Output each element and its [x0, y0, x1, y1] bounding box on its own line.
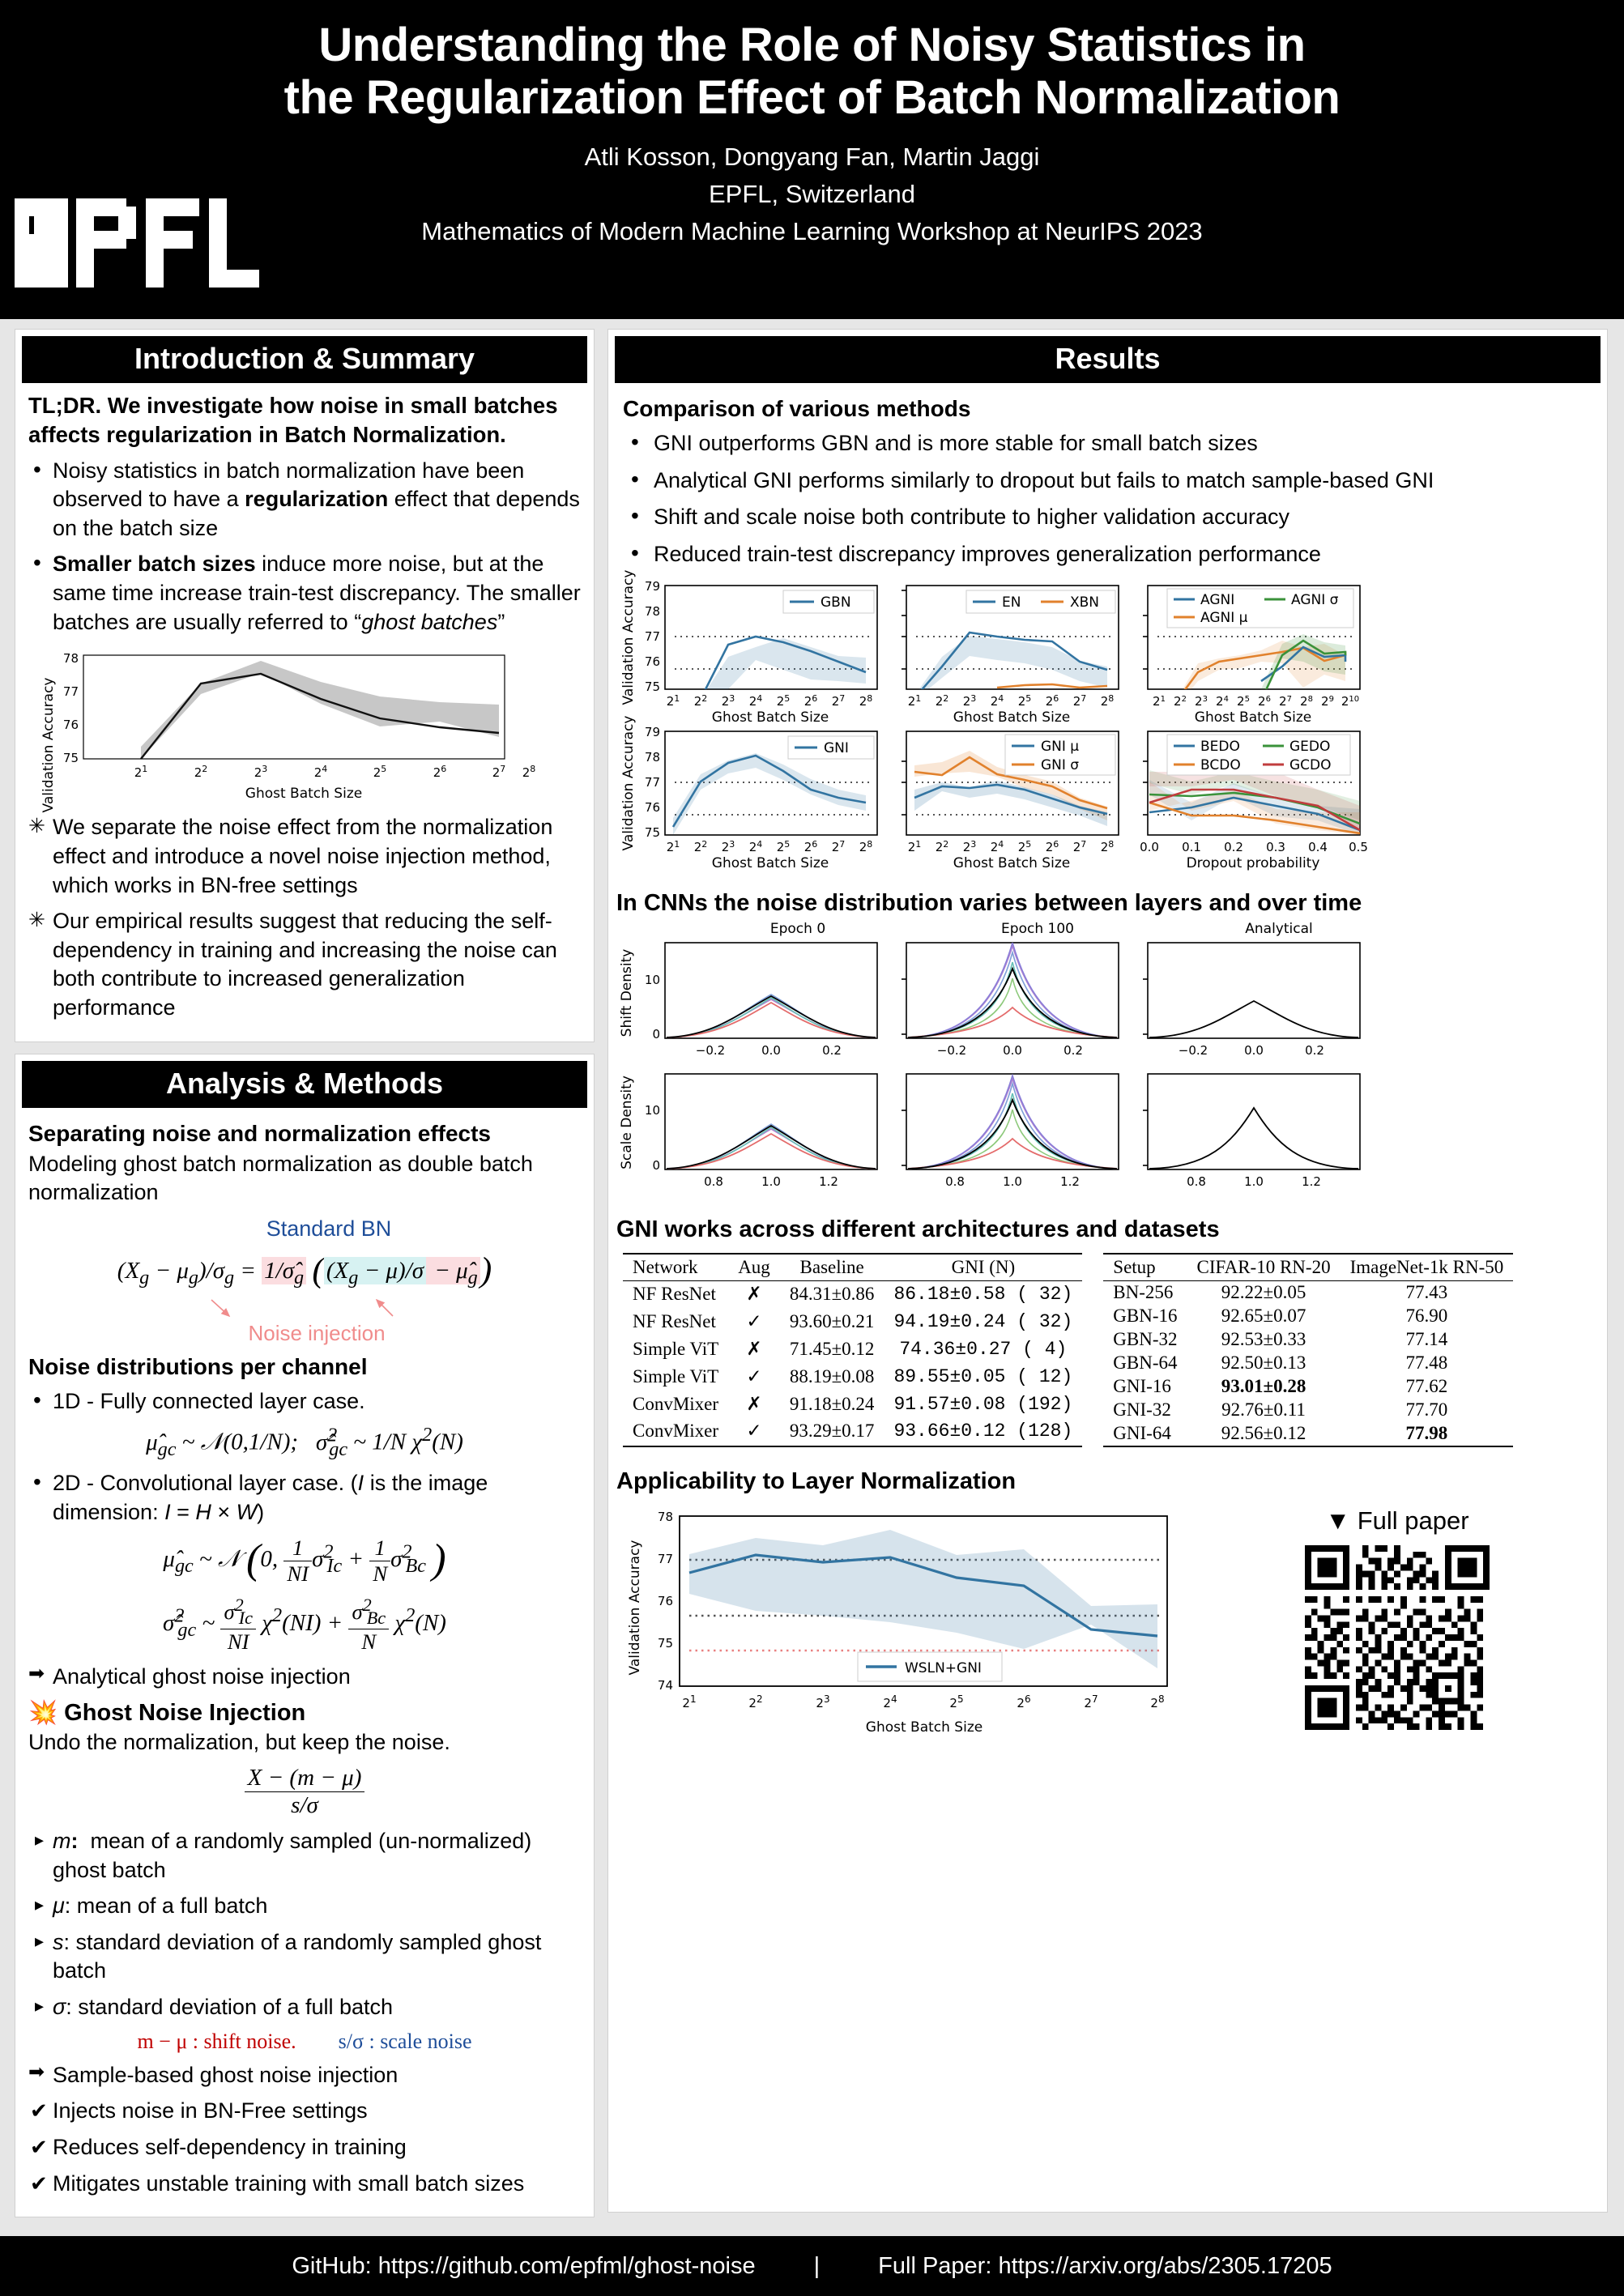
- list-item: ▸ s: standard deviation of a randomly sampled ghost batch: [28, 1928, 581, 1986]
- svg-text:27: $2^7$: [492, 764, 506, 781]
- col-header: CIFAR-10 RN-20: [1187, 1254, 1341, 1281]
- col-header: ImageNet-1k RN-50: [1341, 1254, 1514, 1281]
- poster-body: [0, 319, 1624, 2222]
- noise-injection-arrows: [28, 1298, 563, 1321]
- layernorm-row: [616, 1498, 1607, 1741]
- analysis-sub1: Separating noise and normalization effects: [28, 1120, 492, 1146]
- svg-text:23: $2^3$: [816, 1693, 830, 1710]
- svg-text:26: $2^6$: [803, 692, 818, 709]
- svg-text:76: 76: [644, 654, 660, 669]
- qr-code[interactable]: [1305, 1545, 1490, 1730]
- svg-text:10: 10: [644, 1102, 660, 1118]
- panel-title-epoch0: Epoch 0: [769, 920, 826, 937]
- analytical-arrow-item: [28, 1663, 581, 1692]
- svg-text:78: 78: [657, 1509, 673, 1524]
- svg-text:1.0: 1.0: [761, 1174, 781, 1189]
- svg-text:78: 78: [644, 603, 660, 619]
- formula-1d: $\mû_{gc}$ ~ 𝒩(0,1/N); σ̂$^2_{gc}$ ~ 1/N $\chi^2(N)$: [146, 1424, 463, 1460]
- gni-sub: Undo the normalization, but keep the noise.: [28, 1729, 450, 1754]
- svg-text:0.4: 0.4: [1308, 839, 1328, 854]
- table-row: GBN-16 92.65±0.07 76.90: [1113, 1306, 1448, 1326]
- introduction-heading: Introduction & Summary: [22, 336, 587, 383]
- svg-text:28: $2^8$: [1100, 838, 1115, 854]
- svg-text:21: $2^1$: [682, 1693, 697, 1710]
- svg-text:Validation Accuracy: Validation Accuracy: [620, 715, 637, 850]
- svg-text:Shift Density: Shift Density: [619, 948, 635, 1037]
- noise-density-chart-grid: [616, 920, 1580, 1195]
- intro-validation-accuracy-chart: [28, 644, 563, 813]
- list-item: ✳ We separate the noise effect from the normalization effect and introduce a novel noise injection method, which works in BN-free settings: [28, 813, 581, 900]
- svg-text:75: 75: [644, 824, 660, 840]
- svg-text:24: $2^4$: [990, 692, 1004, 709]
- svg-text:Ghost Batch Size: Ghost Batch Size: [1194, 709, 1312, 726]
- svg-text:27: $2^7$: [1084, 1693, 1098, 1710]
- svg-text:25: $2^5$: [1017, 838, 1032, 854]
- svg-text:23: $2^3$: [962, 692, 977, 709]
- table-row: GBN-32 92.53±0.33 77.14: [1113, 1329, 1448, 1349]
- analysis-card: [15, 1054, 595, 2218]
- svg-text:Dropout probability: Dropout probability: [1186, 854, 1320, 871]
- panel-title-analytical: Analytical: [1245, 920, 1313, 937]
- dropout-panel: [1140, 731, 1368, 854]
- svg-text:BCDO: BCDO: [1200, 756, 1241, 773]
- svg-text:24: $2^4$: [313, 764, 328, 781]
- table-row: NF ResNet ✓ 93.60±0.21 94.19±0.24 ( 32): [633, 1311, 1073, 1333]
- svg-text:78: 78: [644, 749, 660, 765]
- intro-bullet-list: [28, 457, 581, 637]
- svg-text:28: $2^8$: [859, 692, 873, 709]
- svg-text:Ghost Batch Size: Ghost Batch Size: [711, 709, 829, 726]
- list-item: • Smaller batch sizes induce more noise, but at the same time increase train-test discrepancy. The smaller batches are usually referred to “ghost batches”: [28, 550, 581, 637]
- svg-text:22: $2^2$: [748, 1693, 763, 1710]
- definitions-list: [28, 1827, 581, 2022]
- list-item: • Shift and scale noise both contribute to higher validation accuracy: [626, 503, 1607, 532]
- intro-star-list: [28, 813, 581, 1022]
- list-item: ▸ μ: mean of a full batch: [28, 1892, 581, 1921]
- svg-text:21: $2^1$: [907, 838, 922, 854]
- venue: Mathematics of Modern Machine Learning Workshop at NeurIPS 2023: [421, 216, 1203, 245]
- layernorm-section-heading: Applicability to Layer Normalization: [616, 1467, 1017, 1494]
- svg-text:75: 75: [62, 751, 79, 766]
- svg-text:Validation Accuracy: Validation Accuracy: [40, 677, 57, 813]
- svg-text:26: $2^6$: [433, 764, 447, 781]
- list-item: • 1D - Fully connected layer case.: [28, 1387, 581, 1416]
- col-header: Network: [623, 1254, 728, 1281]
- svg-text:0.0: 0.0: [761, 1042, 781, 1058]
- list-item: ▸ m: mean of a randomly sampled (un-normalized) ghost batch: [28, 1827, 581, 1885]
- svg-text:AGNI σ: AGNI σ: [1291, 591, 1339, 608]
- svg-text:76: 76: [62, 718, 79, 733]
- svg-text:0.3: 0.3: [1266, 839, 1285, 854]
- svg-text:24: $2^4$: [1216, 693, 1229, 709]
- col-header: Setup: [1103, 1254, 1187, 1281]
- table-row: ConvMixer ✓ 93.29±0.17 93.66±0.12 (128): [623, 1417, 1082, 1446]
- svg-text:GNI: GNI: [824, 739, 849, 756]
- svg-text:79: 79: [644, 578, 660, 594]
- svg-text:Ghost Batch Size: Ghost Batch Size: [953, 854, 1071, 871]
- svg-text:EN: EN: [1002, 594, 1021, 611]
- svg-text:28: $2^8$: [1300, 693, 1313, 709]
- table-row: BN-256 92.22±0.05 77.43: [1113, 1282, 1448, 1302]
- svg-text:Ghost Batch Size: Ghost Batch Size: [865, 1719, 983, 1736]
- svg-text:Validation Accuracy: Validation Accuracy: [620, 569, 637, 705]
- tldr-text: TL;DR. We investigate how noise in small batches affects regularization in Batch Normalization.: [28, 393, 558, 447]
- svg-text:BEDO: BEDO: [1200, 738, 1240, 755]
- noise-injection-label: Noise injection: [248, 1320, 386, 1345]
- affiliation: EPFL, Switzerland: [709, 179, 915, 208]
- noise-distribution-list-2d: [28, 1469, 581, 1527]
- svg-text:76: 76: [644, 799, 660, 815]
- list-item: ▸ σ: standard deviation of a full batch: [28, 1993, 581, 2022]
- svg-text:1.0: 1.0: [1244, 1174, 1264, 1189]
- svg-text:23: $2^3$: [721, 692, 735, 709]
- svg-text:0.0: 0.0: [1003, 1042, 1022, 1058]
- poster-header: [0, 0, 1624, 319]
- left-column: [15, 329, 595, 2213]
- svg-text:22: $2^2$: [935, 838, 949, 854]
- svg-text:21: $2^1$: [907, 692, 922, 709]
- svg-text:28: $2^8$: [1100, 692, 1115, 709]
- svg-text:77: 77: [644, 774, 660, 790]
- svg-text:0.2: 0.2: [1305, 1042, 1324, 1058]
- table-row: ConvMixer ✗ 91.18±0.24 91.57±0.08 (192): [633, 1393, 1073, 1415]
- table-row: GNI-32 92.76±0.11 77.70: [1113, 1399, 1448, 1420]
- svg-text:24: $2^4$: [883, 1693, 897, 1710]
- checks-list: [28, 2097, 581, 2198]
- svg-text:21: $2^1$: [1153, 693, 1166, 709]
- shift-scale-noise-labels: [28, 2030, 581, 2054]
- list-item: ✔ Reduces self-dependency in training: [28, 2133, 581, 2162]
- svg-text:29: $2^9$: [1321, 693, 1334, 709]
- svg-text:26: $2^6$: [1017, 1693, 1031, 1710]
- svg-text:0.8: 0.8: [945, 1174, 965, 1189]
- formula-2d-mu: $\mû_{gc}$ ~ 𝒩 (0, $\frac{1}{NI}$ $\sigma^2_{Ic}$ + $\frac{1}{N}$ $\sigma^2_{Bc}$ ): [163, 1535, 446, 1586]
- svg-text:0.2: 0.2: [1224, 839, 1243, 854]
- svg-text:1.2: 1.2: [1302, 1174, 1321, 1189]
- architectures-table: [623, 1253, 1082, 1447]
- list-item: • 2D - Convolutional layer case. (I is the image dimension: I = H × W): [28, 1469, 581, 1527]
- method-comparison-chart-grid: [616, 569, 1580, 871]
- svg-text:0.8: 0.8: [704, 1174, 723, 1189]
- shift-noise-label: m − μ : shift noise.: [137, 2029, 296, 2053]
- svg-text:0.1: 0.1: [1182, 839, 1201, 854]
- svg-text:27: $2^7$: [1279, 693, 1292, 709]
- list-item: ✔ Injects noise in BN-Free settings: [28, 2097, 581, 2126]
- gni-mu-sigma-legend: [1005, 735, 1115, 775]
- gbn-panel: [620, 569, 877, 725]
- footer-divider: |: [813, 2252, 821, 2279]
- svg-text:25: $2^5$: [1237, 693, 1250, 709]
- svg-text:Validation Accuracy: Validation Accuracy: [627, 1540, 643, 1675]
- svg-text:0: 0: [652, 1026, 660, 1042]
- wsln-gni-chart: [616, 1498, 1289, 1741]
- svg-text:−0.2: −0.2: [936, 1042, 967, 1058]
- svg-text:−0.2: −0.2: [1178, 1042, 1208, 1058]
- list-item: • Analytical GNI performs similarly to dropout but fails to match sample-based GNI: [626, 466, 1607, 496]
- agni-panel: [1143, 586, 1360, 726]
- gbn-legend: [783, 590, 874, 613]
- standard-bn-label: Standard BN: [266, 1216, 392, 1241]
- table-row: GNI-64 92.56±0.12 77.98: [1103, 1422, 1513, 1446]
- gni-panel: [620, 715, 877, 854]
- svg-text:24: $2^4$: [748, 838, 763, 854]
- svg-text:0.8: 0.8: [1187, 1174, 1206, 1189]
- formula-2d-sigma: σ̂$^2_{gc}$ ~ $\frac{\sigma^2_{Ic}}{NI}$ $\chi^2(NI)$ + $\frac{\sigma^2_{Bc}}{N}$ $\chi^2(N)$: [163, 1594, 446, 1655]
- svg-text:GBN: GBN: [821, 594, 851, 611]
- svg-text:1.0: 1.0: [1003, 1174, 1022, 1189]
- svg-text:21: $2^1$: [666, 838, 680, 854]
- svg-text:1.2: 1.2: [1060, 1174, 1080, 1189]
- full-paper-qr-block[interactable]: [1305, 1506, 1490, 1730]
- authors: Atli Kosson, Dongyang Fan, Martin Jaggi: [584, 142, 1040, 171]
- svg-text:75: 75: [657, 1635, 673, 1651]
- col-header: Aug: [728, 1254, 780, 1281]
- results-sub-comparison: Comparison of various methods: [623, 396, 971, 421]
- sample-based-arrow-item: [28, 2061, 581, 2090]
- list-item: ➡ Sample-based ghost noise injection: [28, 2061, 581, 2090]
- svg-text:GNI μ: GNI μ: [1041, 738, 1080, 755]
- svg-text:GEDO: GEDO: [1289, 738, 1331, 755]
- col-header: GNI (N): [884, 1254, 1082, 1281]
- results-bullet-list: [626, 429, 1607, 569]
- analysis-sub2: Noise distributions per channel: [28, 1353, 368, 1379]
- svg-text:22: $2^2$: [693, 692, 708, 709]
- noise-distribution-list: [28, 1387, 581, 1416]
- svg-text:0.2: 0.2: [1063, 1042, 1083, 1058]
- svg-text:77: 77: [644, 628, 660, 644]
- svg-text:Ghost Batch Size: Ghost Batch Size: [245, 786, 363, 803]
- page-title: [0, 0, 1624, 125]
- ghost-noise-injection-heading: 💥 Ghost Noise Injection: [28, 1699, 306, 1726]
- svg-text:77: 77: [657, 1551, 673, 1566]
- svg-text:26: $2^6$: [1258, 693, 1271, 709]
- svg-text:Ghost Batch Size: Ghost Batch Size: [711, 854, 829, 871]
- list-item: ✳ Our empirical results suggest that reducing the self-dependency in training and increasing the noise can both contribute to increased generalization performance: [28, 907, 581, 1023]
- svg-text:26: $2^6$: [1045, 838, 1059, 854]
- svg-text:0.0: 0.0: [1140, 839, 1159, 854]
- title-line-2: the Regularization Effect of Batch Normalization: [283, 70, 1341, 124]
- en-xbn-panel: [902, 586, 1119, 726]
- svg-text:XBN: XBN: [1070, 594, 1100, 611]
- svg-text:25: $2^5$: [776, 838, 791, 854]
- svg-text:22: $2^2$: [935, 692, 949, 709]
- svg-text:23: $2^3$: [962, 838, 977, 854]
- github-link[interactable]: GitHub: https://github.com/epfml/ghost-noise: [292, 2252, 756, 2279]
- svg-text:Scale Density: Scale Density: [619, 1075, 635, 1169]
- svg-text:26: $2^6$: [803, 838, 818, 854]
- svg-text:74: 74: [657, 1677, 673, 1693]
- svg-text:0: 0: [652, 1157, 660, 1173]
- paper-link[interactable]: Full Paper: https://arxiv.org/abs/2305.17205: [878, 2252, 1332, 2279]
- analysis-heading: Analysis & Methods: [22, 1061, 587, 1108]
- svg-text:75: 75: [644, 679, 660, 694]
- svg-text:24: $2^4$: [990, 838, 1004, 854]
- svg-text:GCDO: GCDO: [1289, 756, 1332, 773]
- svg-text:27: $2^7$: [1072, 838, 1087, 854]
- gni-mu-sigma-panel: [902, 731, 1119, 854]
- results-heading: Results: [615, 336, 1601, 383]
- svg-text:0.0: 0.0: [1244, 1042, 1264, 1058]
- title-line-1: Understanding the Role of Noisy Statistics in: [318, 19, 1306, 71]
- introduction-card: [15, 329, 595, 1042]
- double-bn-formula: $(X_g - \mu_g)/\sigma_g$ = $1/\sigmâ_g$ ( $(X_g - \mu)/\sigma$ − $\mû_g$): [117, 1250, 492, 1289]
- svg-text:22: $2^2$: [1174, 693, 1187, 709]
- svg-text:1.2: 1.2: [819, 1174, 838, 1189]
- svg-text:Ghost Batch Size: Ghost Batch Size: [953, 709, 1071, 726]
- svg-text:77: 77: [62, 684, 79, 700]
- svg-text:28: $2^8$: [1150, 1693, 1165, 1710]
- svg-text:27: $2^7$: [831, 838, 846, 854]
- panel-title-epoch100: Epoch 100: [1001, 920, 1074, 937]
- svg-text:21: $2^1$: [666, 692, 680, 709]
- list-item: • Noisy statistics in batch normalization have been observed to have a regularization effect that depends on the batch size: [28, 457, 581, 543]
- svg-text:27: $2^7$: [1072, 692, 1087, 709]
- svg-text:WSLN+GNI: WSLN+GNI: [905, 1659, 982, 1676]
- table-row: GNI-16 93.01±0.28 77.62: [1113, 1376, 1448, 1396]
- svg-text:−0.2: −0.2: [695, 1042, 726, 1058]
- svg-text:79: 79: [644, 724, 660, 739]
- svg-text:23: $2^3$: [1195, 693, 1208, 709]
- svg-text:22: $2^2$: [693, 838, 708, 854]
- svg-text:25: $2^5$: [1017, 692, 1032, 709]
- svg-text:210: $2^{10}$: [1341, 693, 1360, 709]
- svg-text:76: 76: [657, 1593, 673, 1608]
- list-item: ➡ Analytical ghost noise injection: [28, 1663, 581, 1692]
- poster-footer: [0, 2236, 1624, 2296]
- svg-text:78: 78: [62, 651, 79, 667]
- col-header: Baseline: [780, 1254, 884, 1281]
- dropout-legend: [1167, 735, 1350, 775]
- epfl-logo: [15, 198, 294, 288]
- triangle-down-icon: ▼: [1325, 1506, 1351, 1535]
- svg-text:GNI σ: GNI σ: [1041, 756, 1080, 773]
- svg-text:25: $2^5$: [949, 1693, 964, 1710]
- svg-text:25: $2^5$: [373, 764, 387, 781]
- architectures-section-heading: GNI works across different architectures and datasets: [616, 1216, 1220, 1242]
- svg-text:0.5: 0.5: [1349, 839, 1368, 854]
- full-paper-label: ▼ Full paper: [1325, 1506, 1469, 1535]
- cnn-section-heading: In CNNs the noise distribution varies between layers and over time: [616, 889, 1362, 916]
- svg-text:10: 10: [644, 972, 660, 987]
- svg-text:28: $2^8$: [522, 764, 536, 781]
- table-row: Simple ViT ✓ 88.19±0.08 89.55±0.05 ( 12): [633, 1365, 1073, 1387]
- gni-formula: $\frac{X - (m - \mu)}{s/\sigma}$: [28, 1765, 581, 1819]
- table-row: NF ResNet ✗ 84.31±0.86 86.18±0.58 ( 32): [633, 1284, 1073, 1306]
- svg-text:24: $2^4$: [748, 692, 763, 709]
- wsln-legend: [858, 1652, 1002, 1681]
- svg-text:22: $2^2$: [194, 764, 208, 781]
- datasets-table: [1103, 1253, 1513, 1447]
- scale-noise-label: s/σ : scale noise: [338, 2029, 472, 2053]
- en-xbn-legend: [966, 590, 1115, 613]
- svg-text:28: $2^8$: [859, 838, 873, 854]
- analysis-paragraph-1: Modeling ghost batch normalization as double batch normalization: [28, 1151, 533, 1204]
- svg-text:26: $2^6$: [1045, 692, 1059, 709]
- svg-text:23: $2^3$: [721, 838, 735, 854]
- svg-text:23: $2^3$: [254, 764, 268, 781]
- results-tables: [623, 1253, 1607, 1447]
- explosion-icon: 💥: [28, 1699, 58, 1726]
- agni-legend: [1167, 589, 1353, 628]
- list-item: • Reduced train-test discrepancy improves generalization performance: [626, 540, 1607, 569]
- svg-text:27: $2^7$: [831, 692, 846, 709]
- table-row: Simple ViT ✗ 71.45±0.12 74.36±0.27 ( 4): [633, 1339, 1068, 1361]
- svg-text:AGNI μ: AGNI μ: [1200, 609, 1248, 626]
- list-item: • GNI outperforms GBN and is more stable for small batch sizes: [626, 429, 1607, 458]
- list-item: ✔ Mitigates unstable training with small batch sizes: [28, 2170, 581, 2199]
- svg-text:0.2: 0.2: [822, 1042, 842, 1058]
- svg-text:21: $2^1$: [134, 764, 148, 781]
- svg-text:AGNI: AGNI: [1200, 591, 1235, 608]
- svg-text:25: $2^5$: [776, 692, 791, 709]
- table-row: GBN-64 92.50±0.13 77.48: [1113, 1352, 1448, 1373]
- gni-legend: [788, 736, 874, 759]
- results-card: [607, 329, 1608, 2213]
